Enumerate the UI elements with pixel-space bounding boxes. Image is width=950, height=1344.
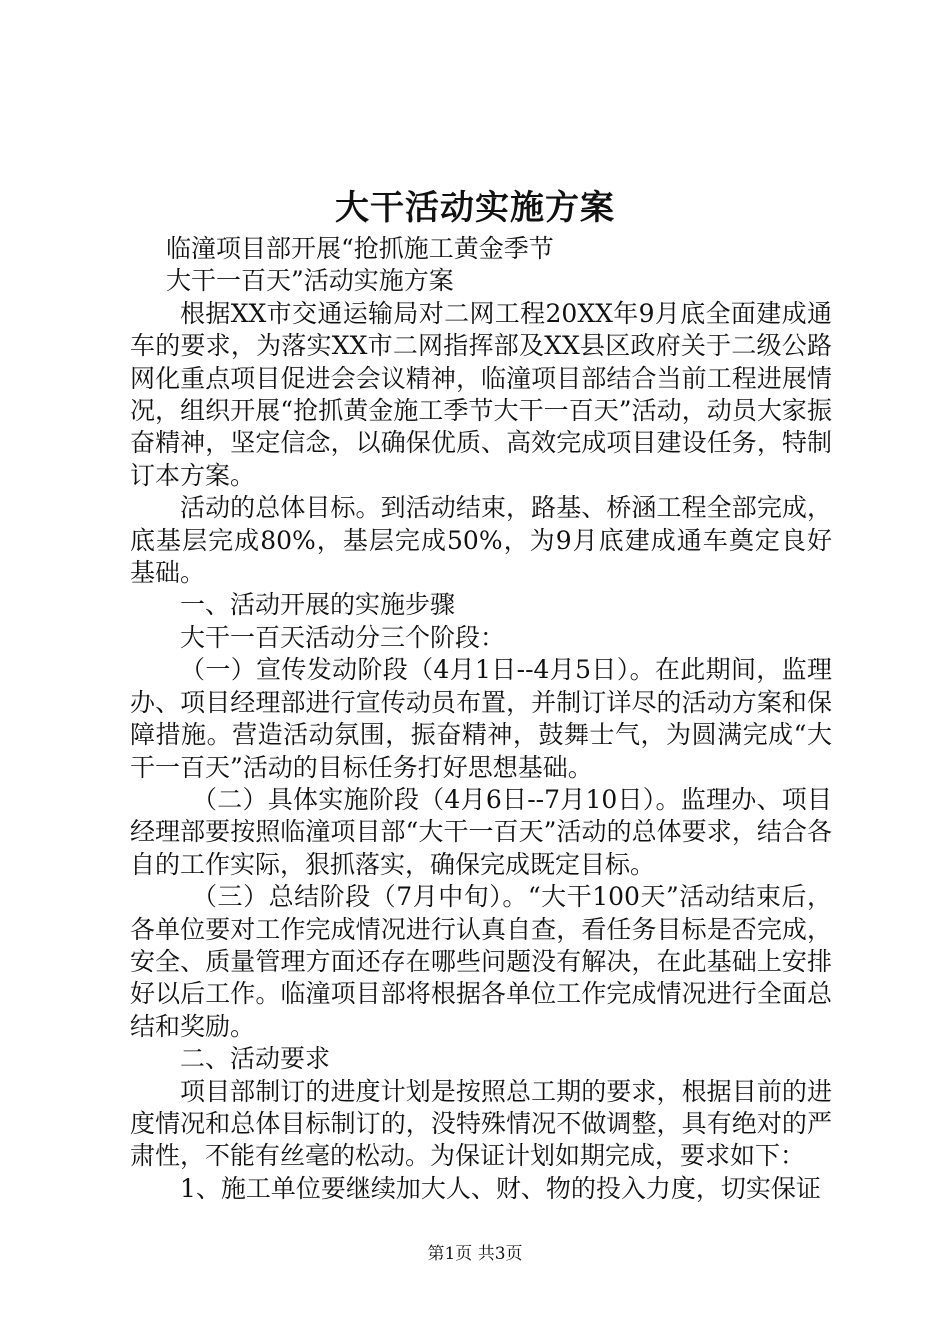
paragraph-goal: 活动的总体目标。到活动结束，路基、桥涵工程全部完成，底基层完成80%，基层完成50%，为9月底建成通车奠定良好基础。: [130, 493, 832, 588]
section-heading-1: 一、活动开展的实施步骤: [180, 590, 456, 620]
paragraph-stages: 大干一百天活动分三个阶段：: [180, 622, 506, 652]
paragraph-stage-2: （二）具体实施阶段（4月6日--7月10日）。监理办、项目经理部要按照临潼项目部“大干一百天”活动的总体要求，结合各自的工作实际，狠抓落实，确保完成既定目标。: [130, 784, 832, 879]
paragraph-item-1: 1、施工单位要继续加大人、财、物的投入力度，切实保证: [180, 1173, 821, 1203]
paragraph-requirements: 项目部制订的进度计划是按照总工期的要求，根据目前的进度情况和总体目标制订的，没特殊情况不做调整，具有绝对的严肃性，不能有丝毫的松动。为保证计划如期完成，要求如下：: [130, 1076, 832, 1171]
page-footer: 第1页 共3页: [427, 1244, 523, 1264]
document-title: 大干活动实施方案: [335, 188, 615, 228]
subtitle-line-1: 临潼项目部开展“抢抓施工黄金季节: [166, 234, 554, 263]
subtitle-line-2: 大干一百天”活动实施方案: [166, 266, 454, 296]
section-heading-2: 二、活动要求: [180, 1044, 331, 1074]
paragraph-stage-3: （三）总结阶段（7月中旬）。“大干100天”活动结束后，各单位要对工作完成情况进行认真自查，看任务目标是否完成，安全、质量管理方面还存在哪些问题没有解决，在此基础上安排好以后工作。临潼项目部将根据各单位工作完成情况进行全面总结和奖励。: [130, 882, 832, 1041]
paragraph-intro: 根据XX市交通运输局对二网工程20XX年9月底全面建成通车的要求，为落实XX市二网指挥部及XX县区政府关于二级公路网化重点项目促进会会议精神，临潼项目部结合当前工程进展情况，组织开展“抢抓黄金施工季节大干一百天”活动，动员大家振奋精神，坚定信念，以确保优质、高效完成项目建设任务，特制订本方案。: [130, 298, 832, 490]
paragraph-stage-1: （一）宣传发动阶段（4月1日--4月5日）。在此期间，监理办、项目经理部进行宣传动员布置，并制订详尽的活动方案和保障措施。营造活动氛围，振奋精神，鼓舞士气，为圆满完成“大干一百天”活动的目标任务打好思想基础。: [130, 655, 832, 782]
document-body: [130, 233, 832, 1205]
